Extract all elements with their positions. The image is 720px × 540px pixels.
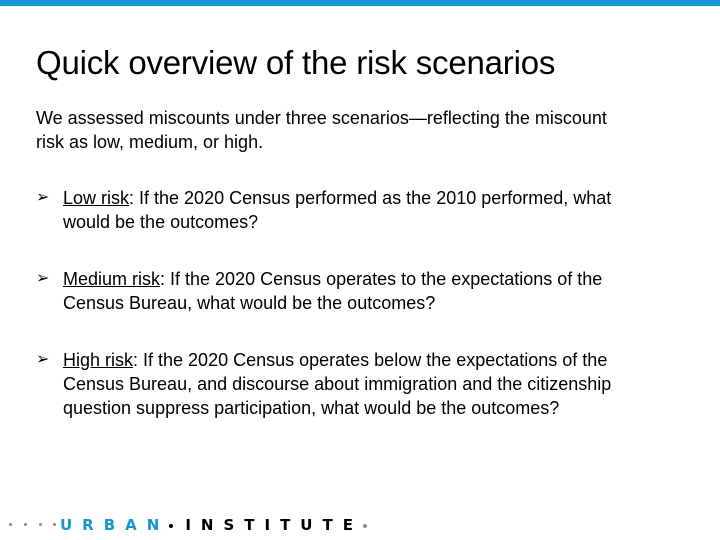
logo-word-urban: URBAN xyxy=(60,516,170,534)
arrowhead-bullet-icon: ➢ xyxy=(36,189,50,206)
risk-label-low: Low risk xyxy=(63,188,130,208)
footer-dot-leader xyxy=(9,523,54,527)
list-item-medium-risk xyxy=(36,267,656,315)
logo-end-dot xyxy=(363,524,367,528)
arrowhead-bullet-icon: ➢ xyxy=(36,351,50,368)
scenario-text-low: : If the 2020 Census performed as the 2010 performed, what would be the outcomes? xyxy=(63,188,612,232)
scenario-list xyxy=(36,186,656,420)
risk-label-medium: Medium risk xyxy=(63,269,161,289)
list-item-high-risk xyxy=(36,348,656,420)
scenario-text-medium: : If the 2020 Census operates to the expectations of the Census Bureau, what would be the outcomes? xyxy=(63,269,603,313)
slide-title: Quick overview of the risk scenarios xyxy=(36,44,556,81)
top-accent-bar xyxy=(0,0,720,6)
list-item-low-risk xyxy=(36,186,656,234)
risk-label-high: High risk xyxy=(63,350,134,370)
scenario-text-high: : If the 2020 Census operates below the expectations of the Census Bureau, and discourse about immigration and the citizenship question suppress participation, what would be the outcomes? xyxy=(63,350,612,418)
arrowhead-bullet-icon: ➢ xyxy=(36,270,50,287)
logo-word-institute: INSTITUTE xyxy=(185,516,363,534)
urban-institute-logo xyxy=(60,515,367,535)
footer xyxy=(0,512,720,536)
intro-text: We assessed miscounts under three scenarios—reflecting the miscount risk as low, medium, or high. xyxy=(36,108,607,152)
logo-separator-dot xyxy=(169,524,173,528)
